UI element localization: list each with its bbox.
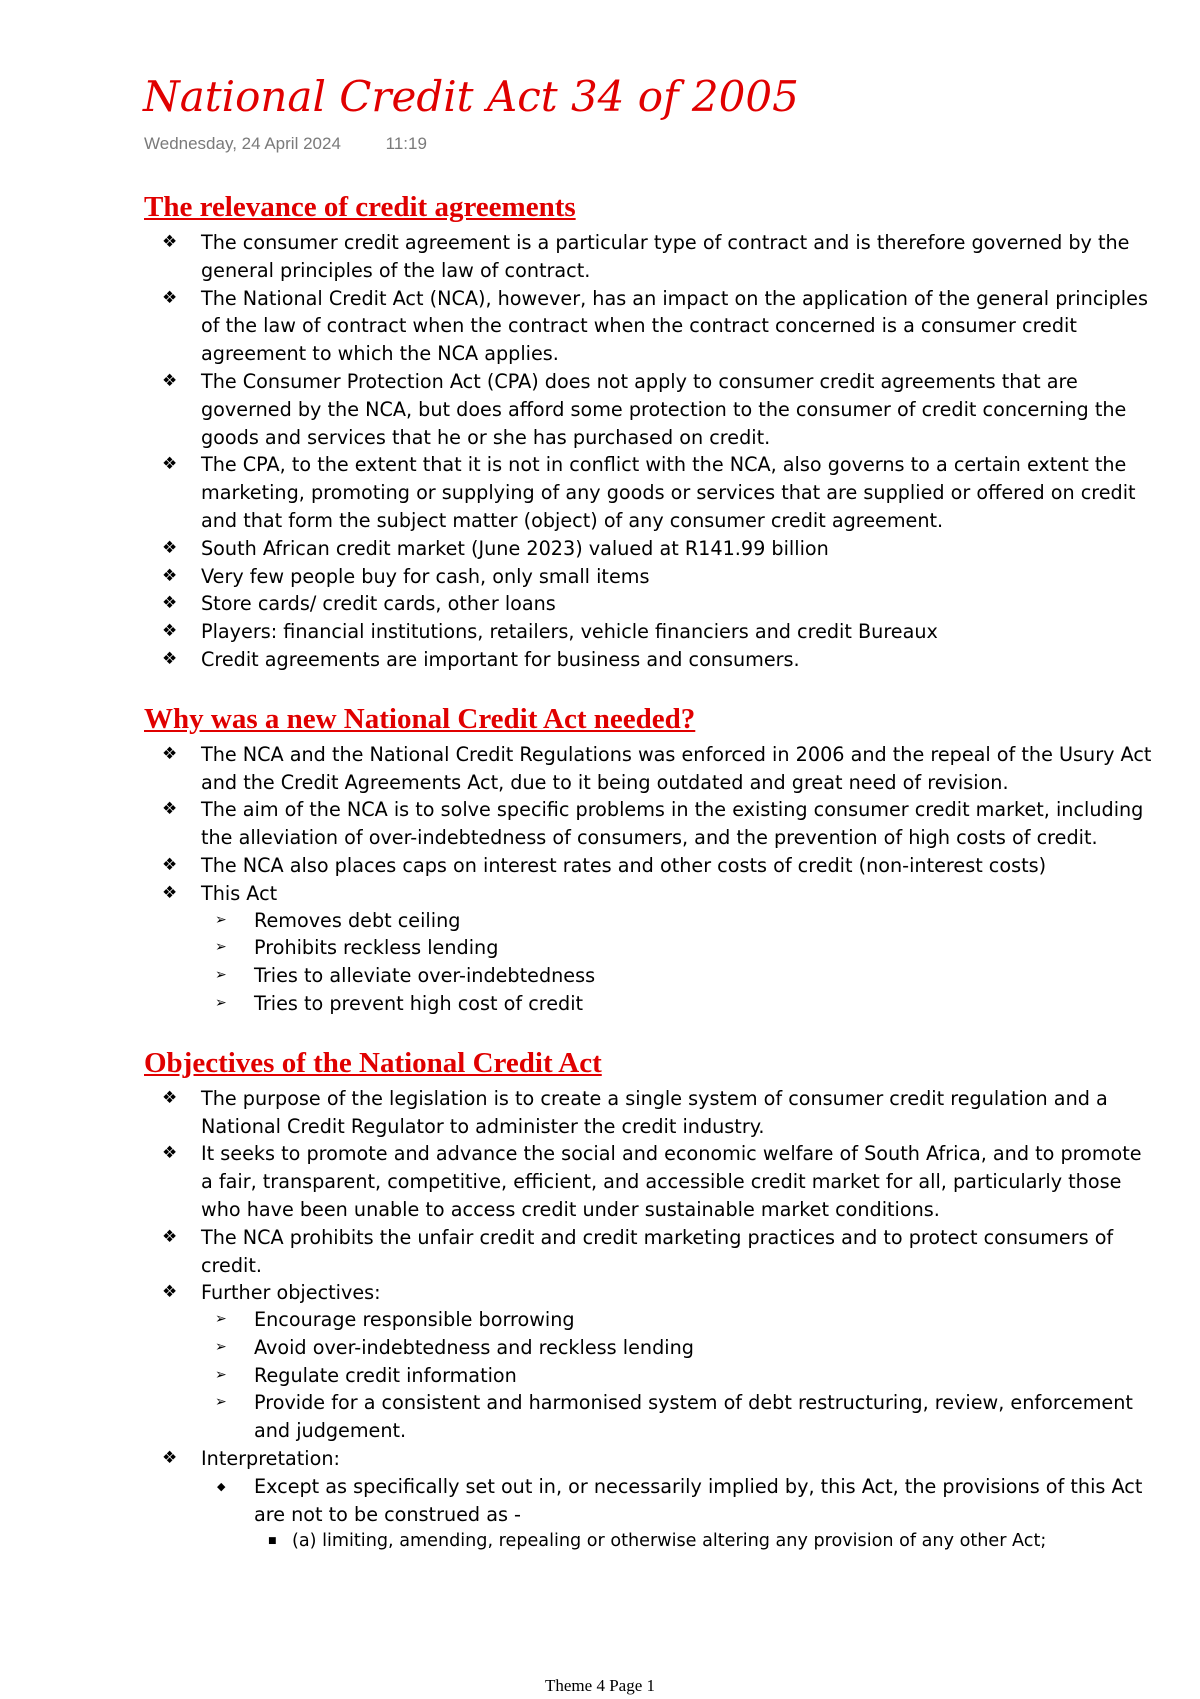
section-objectives: [144, 1045, 1154, 1557]
diamond-bullet-icon: ❖: [162, 743, 178, 764]
diamond-bullet-icon: ❖: [162, 621, 178, 642]
section-heading: Objectives of the National Credit Act: [144, 1046, 602, 1079]
section-heading: The relevance of credit agreements: [144, 191, 576, 223]
list-item: ❖ Players: financial institutions, retailers, vehicle financiers and credit Bureaux: [144, 618, 1154, 646]
page-footer: Theme 4 Page 1: [545, 1676, 655, 1695]
diamond-bullet-icon: ❖: [162, 287, 178, 308]
diamond-bullet-icon: ❖: [162, 454, 178, 475]
sub-list-item: ➢ Encourage responsible borrowing: [201, 1306, 1154, 1334]
section-heading: Why was a new National Credit Act needed?: [144, 702, 696, 735]
diamond-bullet-icon: ❖: [162, 1448, 178, 1469]
list-item: ❖ The National Credit Act (NCA), however, has an impact on the application of the general principles of the law of contract when the contract when the contract concerned is a consumer credit agreement to which the NCA applies.: [162, 286, 1148, 366]
diamond-bullet-icon: ❖: [162, 648, 178, 669]
diamond-bullet-icon: ❖: [162, 854, 178, 875]
sub-list-item: ➢ Prohibits reckless lending: [201, 934, 1154, 962]
list-item: ❖ The NCA and the National Credit Regulations was enforced in 2006 and the repeal of the Usury Act and the Credit Agreements Act, due to it being outdated and great need of revision.: [162, 742, 1152, 794]
diamond-bullet-icon: ❖: [162, 882, 178, 903]
list-item: ❖ Credit agreements are important for business and consumers.: [144, 646, 1154, 674]
list-item: ❖ Further objectives:: [144, 1279, 1154, 1307]
arrow-bullet-icon: ➢: [215, 911, 227, 928]
arrow-bullet-icon: ➢: [215, 939, 227, 956]
diamond-bullet-icon: ❖: [162, 1143, 178, 1164]
list-item: ❖ The aim of the NCA is to solve specific problems in the existing consumer credit market, including the alleviation of over-indebtedness of consumers, and the prevention of high costs of credit.: [162, 798, 1144, 850]
list-item: ❖ The Consumer Protection Act (CPA) does not apply to consumer credit agreements that are governed by the NCA, but does afford some protection to the consumer of credit concerning the goods and services that he or she has purchased on credit.: [162, 369, 1127, 449]
sub-sub-bullet-list: [201, 1528, 1154, 1556]
list-item: ❖ Store cards/ credit cards, other loans: [144, 590, 1154, 618]
sub-bullet-list: [144, 907, 1154, 1018]
bullet-list: [144, 1445, 1154, 1556]
list-item: ❖ The NCA also places caps on interest rates and other costs of credit (non-interest costs): [144, 852, 1154, 880]
page-title: National Credit Act 34 of 2005: [143, 72, 799, 121]
diamond-bullet-icon: ❖: [162, 799, 178, 820]
bullet-list: [144, 1085, 1154, 1307]
page-date: Wednesday, 24 April 2024: [144, 134, 341, 153]
sub-sub-list-item: ■ (a) limiting, amending, repealing or otherwise altering any provision of any other Act;: [254, 1528, 1154, 1556]
sub-bullet-list: [144, 1473, 1154, 1556]
section-relevance: [144, 189, 1154, 674]
filled-diamond-bullet-icon: ◆: [217, 1479, 226, 1493]
sub-list-item: ➢ Regulate credit information: [201, 1362, 1154, 1390]
sub-list-item: ➢ Removes debt ceiling: [201, 907, 1154, 935]
arrow-bullet-icon: ➢: [215, 994, 227, 1011]
diamond-bullet-icon: ❖: [162, 565, 178, 586]
list-item: ❖ Interpretation: ◆ Except as specifically set out in, or necessarily implied by, this Act, the provisions of this Act are not to be construed as - ■ (a) limiting, amending, repealing or otherwise altering any provision of any other Act;: [144, 1445, 1154, 1556]
arrow-bullet-icon: ➢: [215, 1338, 227, 1355]
sub-list-item: ➢ Avoid over-indebtedness and reckless lending: [201, 1334, 1154, 1362]
diamond-bullet-icon: ❖: [162, 1226, 178, 1247]
sub-list-item: ➢ Provide for a consistent and harmonised system of debt restructuring, review, enforcement and judgement.: [215, 1391, 1133, 1443]
diamond-bullet-icon: ❖: [162, 1087, 178, 1108]
page-time: 11:19: [385, 134, 427, 153]
sub-list-item: ◆ Except as specifically set out in, or necessarily implied by, this Act, the provisions of this Act are not to be construed as - ■ (a) limiting, amending, repealing or otherwise altering any provision of any other Act;: [201, 1473, 1154, 1556]
diamond-bullet-icon: ❖: [162, 232, 178, 252]
diamond-bullet-icon: ❖: [162, 593, 178, 614]
arrow-bullet-icon: ➢: [215, 1366, 227, 1383]
diamond-bullet-icon: ❖: [162, 1282, 178, 1303]
list-item: ❖ The CPA, to the extent that it is not in conflict with the NCA, also governs to a certain extent the marketing, promoting or supplying of any goods or services that are supplied or offered on credit and that form the subject matter (object) of any consumer credit agreement.: [162, 453, 1136, 532]
bullet-list: [144, 741, 1154, 908]
list-item: ❖ It seeks to promote and advance the social and economic welfare of South Africa, and to promote a fair, transparent, competitive, efficient, and accessible credit market for all, particularly those who have been unable to access credit under sustainable market conditions.: [162, 1142, 1142, 1221]
list-item: ❖ Very few people buy for cash, only small items: [144, 563, 1154, 591]
diamond-bullet-icon: ❖: [162, 537, 178, 558]
bullet-list: [144, 229, 1154, 674]
list-item: ❖ The NCA prohibits the unfair credit and credit marketing practices and to protect consumers of credit.: [162, 1225, 1114, 1277]
sub-list-item: ➢ Tries to prevent high cost of credit: [201, 990, 1154, 1018]
page-datetime: [144, 134, 427, 154]
square-bullet-icon: ■: [268, 1536, 277, 1547]
arrow-bullet-icon: ➢: [215, 967, 227, 984]
list-item: ❖ The purpose of the legislation is to create a single system of consumer credit regulation and a National Credit Regulator to administer the credit industry.: [162, 1086, 1108, 1138]
list-item: ❖ South African credit market (June 2023) valued at R141.99 billion: [144, 535, 1154, 563]
diamond-bullet-icon: ❖: [162, 370, 178, 391]
note-content: [144, 189, 1154, 1583]
arrow-bullet-icon: ➢: [215, 1394, 227, 1411]
sub-bullet-list: [144, 1306, 1154, 1445]
list-item: ❖ This Act: [144, 880, 1154, 908]
arrow-bullet-icon: ➢: [215, 1311, 227, 1328]
section-why-new-act: [144, 701, 1154, 1018]
list-item: ❖ The consumer credit agreement is a particular type of contract and is therefore governed by the general principles of the law of contract.: [162, 231, 1130, 282]
sub-list-item: ➢ Tries to alleviate over-indebtedness: [201, 962, 1154, 990]
